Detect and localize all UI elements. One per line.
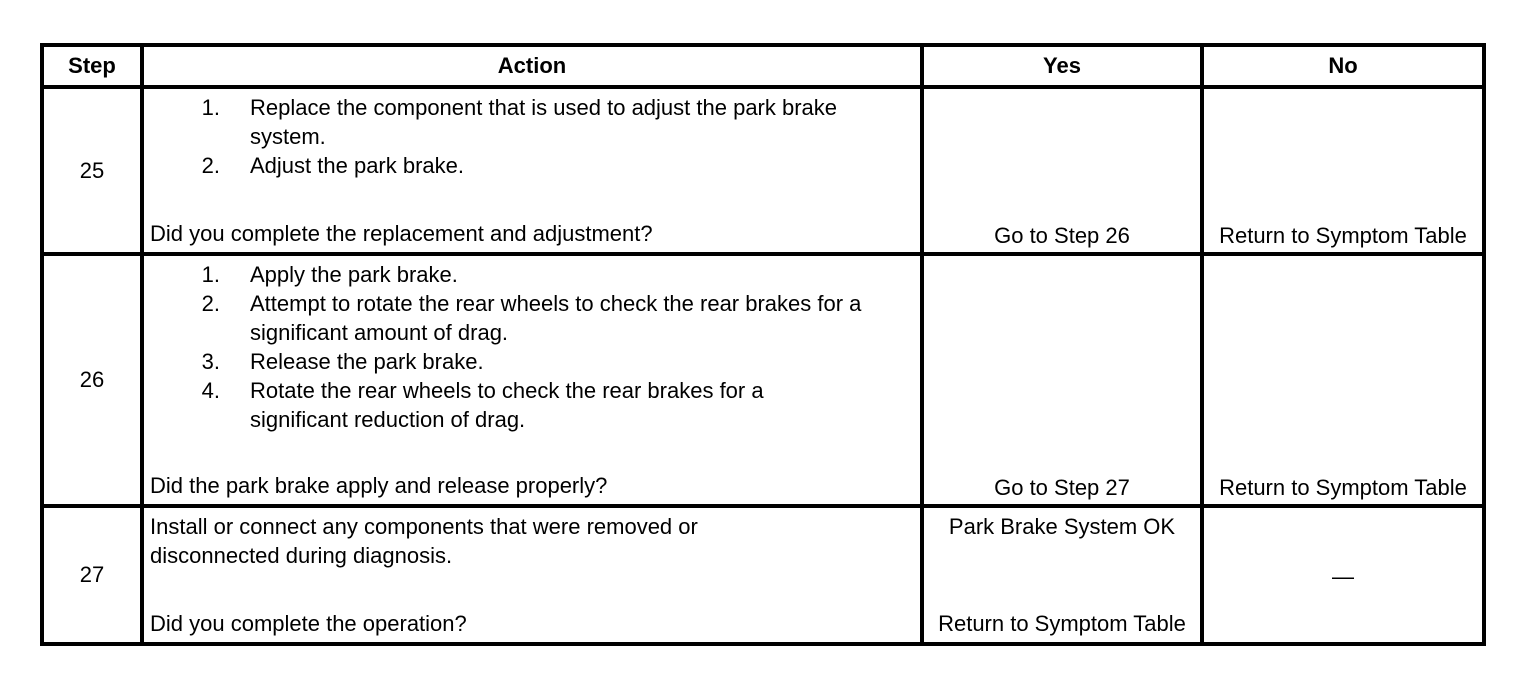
list-item-number: 4.	[201, 378, 220, 403]
header-step: Step	[42, 45, 142, 87]
action-question: Did you complete the operation?	[150, 611, 467, 636]
list-item-text: Replace the component that is used to adjust the park brake system.	[250, 95, 838, 149]
step-number: 26	[42, 254, 142, 506]
diagnostic-table	[40, 43, 1486, 646]
action-question: Did you complete the replacement and adjustment?	[150, 221, 653, 246]
list-item-number: 1.	[201, 95, 220, 120]
list-item-number: 2.	[201, 153, 220, 178]
header-no: No	[1202, 45, 1484, 87]
list-item	[150, 347, 916, 376]
action-question: Did the park brake apply and release properly?	[150, 473, 608, 498]
list-item-text: Adjust the park brake.	[250, 153, 465, 178]
table-row-step-27	[42, 506, 1484, 644]
list-item	[150, 289, 916, 347]
list-item	[150, 260, 916, 289]
table-row-step-25	[42, 87, 1484, 254]
list-item-number: 2.	[201, 291, 220, 316]
list-item-text: Apply the park brake.	[250, 262, 458, 287]
list-item-text: Release the park brake.	[250, 349, 484, 374]
list-item	[150, 376, 916, 434]
action-cell	[142, 506, 922, 644]
list-item-number: 1.	[201, 262, 220, 287]
yes-result-return: Return to Symptom Table	[938, 611, 1186, 636]
no-cell	[1202, 506, 1484, 644]
yes-cell: Go to Step 26	[922, 87, 1202, 254]
no-cell: Return to Symptom Table	[1202, 254, 1484, 506]
action-steps-list	[150, 260, 916, 434]
list-item-text: Attempt to rotate the rear wheels to check the rear brakes for a significant amount of drag.	[250, 291, 862, 345]
action-cell	[142, 254, 922, 506]
step-number: 27	[42, 506, 142, 644]
yes-cell: Go to Step 27	[922, 254, 1202, 506]
action-steps-list	[150, 93, 916, 180]
action-cell	[142, 87, 922, 254]
list-item	[150, 93, 916, 151]
list-item-number: 3.	[201, 349, 220, 374]
yes-cell	[922, 506, 1202, 644]
header-action: Action	[142, 45, 922, 87]
yes-result-ok: Park Brake System OK	[948, 514, 1176, 539]
header-row	[42, 45, 1484, 87]
step-number: 25	[42, 87, 142, 254]
list-item	[150, 151, 916, 180]
table-row-step-26	[42, 254, 1484, 506]
header-yes: Yes	[922, 45, 1202, 87]
no-cell: Return to Symptom Table	[1202, 87, 1484, 254]
no-dash: —	[1332, 563, 1354, 589]
action-instruction: Install or connect any components that were removed or disconnected during diagnosis.	[150, 514, 698, 568]
list-item-text: Rotate the rear wheels to check the rear brakes for a significant reduction of drag.	[250, 378, 764, 432]
